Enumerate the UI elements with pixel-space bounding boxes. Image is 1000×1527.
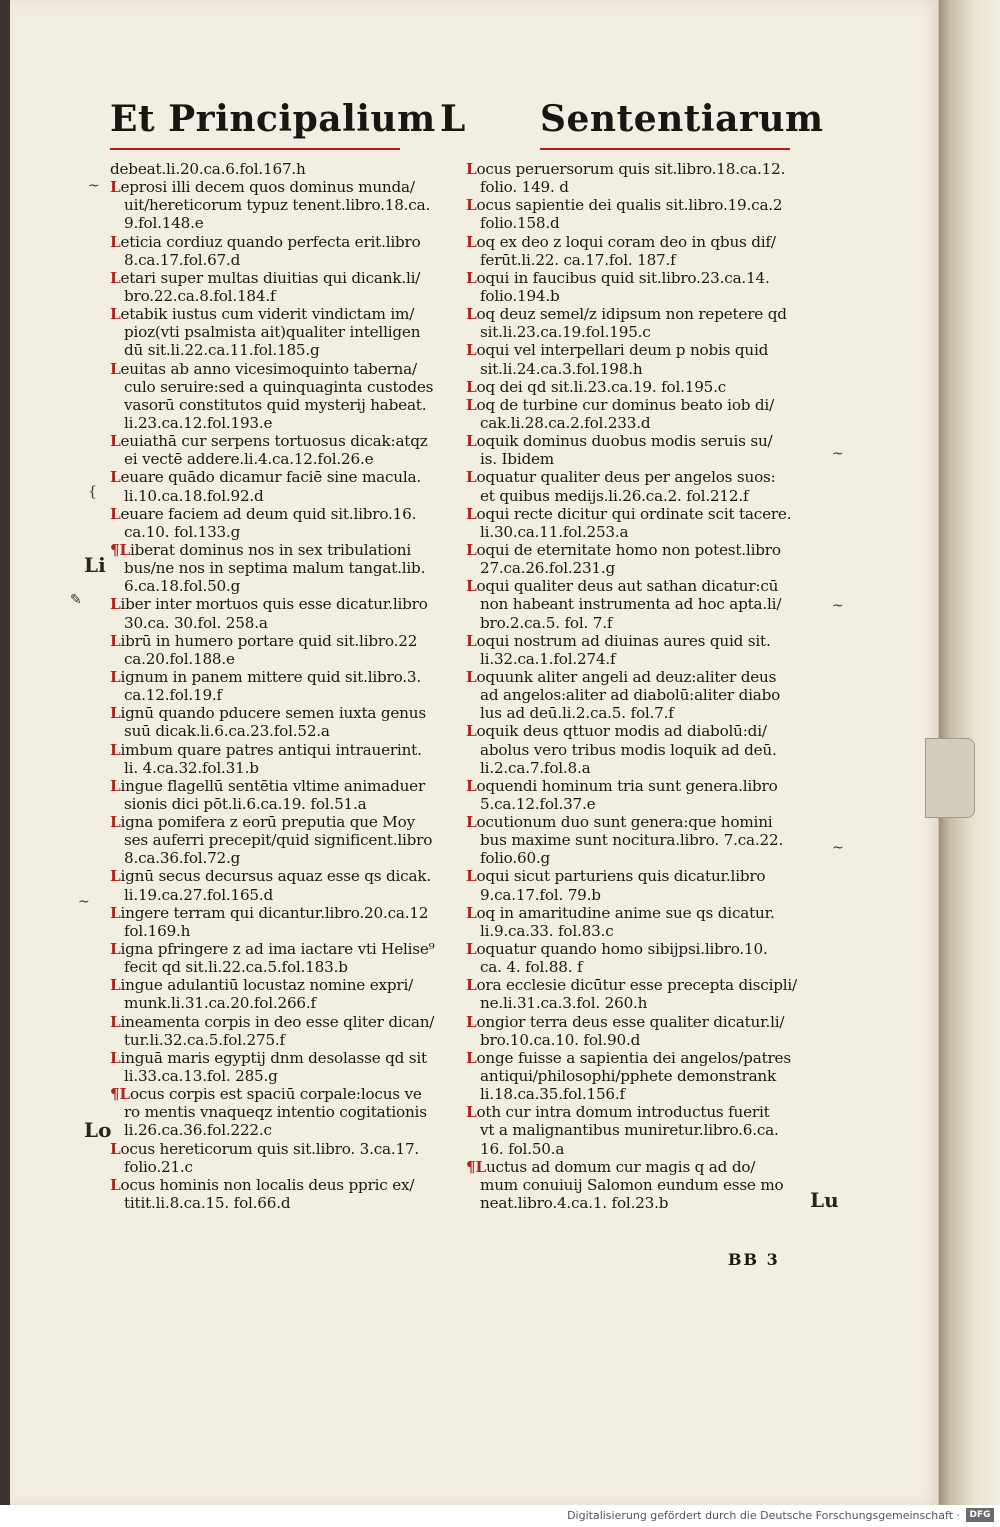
header-underline-1 xyxy=(110,148,400,150)
initial-letter: Loquatur quando homo sibijpsi.libro.10. xyxy=(466,940,768,959)
index-line xyxy=(466,759,818,777)
index-line xyxy=(466,650,818,668)
index-line xyxy=(466,1176,818,1194)
index-line xyxy=(110,1121,462,1139)
index-text: li.30.ca.11.fol.253.a xyxy=(480,522,629,541)
index-line xyxy=(466,1085,818,1103)
index-line xyxy=(110,196,462,214)
funding-notice: Digitalisierung gefördert durch die Deutsche Forschungsgemeinschaft · xyxy=(567,1509,960,1522)
initial-letter: Lignum in panem mittere quid sit.libro.3. xyxy=(110,667,422,686)
index-line xyxy=(466,994,818,1012)
index-line xyxy=(466,1031,818,1049)
signature-mark: BB 3 xyxy=(728,1250,780,1269)
header-underline-2 xyxy=(540,148,790,150)
index-line xyxy=(466,323,818,341)
index-text: li.33.ca.13.fol. 285.g xyxy=(124,1067,278,1086)
index-line xyxy=(110,1103,462,1121)
index-line xyxy=(110,305,462,323)
index-text: ca.20.fol.188.e xyxy=(124,649,235,668)
index-text: bus maxime sunt nocitura.libro. 7.ca.22. xyxy=(480,831,784,850)
index-line xyxy=(466,1067,818,1085)
book-page xyxy=(10,0,939,1505)
initial-letter: Leuare faciem ad deum quid sit.libro.16. xyxy=(110,504,417,523)
initial-letter: Leuare quādo dicamur faciē sine macula. xyxy=(110,468,422,487)
index-text: folio.158.d xyxy=(480,214,560,233)
initial-letter: Lingere terram qui dicantur.libro.20.ca.12 xyxy=(110,903,429,922)
index-line xyxy=(466,1103,818,1121)
initial-letter: Loquik deus qttuor modis ad diabolū:di/ xyxy=(466,722,767,741)
index-text: ne.li.31.ca.3.fol. 260.h xyxy=(480,994,648,1013)
index-line xyxy=(110,1176,462,1194)
index-line xyxy=(110,178,462,196)
manuscript-mark: ~ xyxy=(832,598,844,614)
index-line xyxy=(466,196,818,214)
index-text: li.10.ca.18.fol.92.d xyxy=(124,486,264,505)
index-line xyxy=(110,287,462,305)
initial-letter: ¶Luctus ad domum cur magis q ad do/ xyxy=(466,1157,756,1176)
index-line xyxy=(110,487,462,505)
index-line xyxy=(110,867,462,885)
index-text: cak.li.28.ca.2.fol.233.d xyxy=(480,413,651,432)
header-word-1: Et Principalium xyxy=(110,98,436,140)
index-line xyxy=(110,595,462,613)
index-line xyxy=(110,777,462,795)
index-line xyxy=(110,1031,462,1049)
index-line xyxy=(466,831,818,849)
initial-letter: Leuitas ab anno vicesimoquinto taberna/ xyxy=(110,359,417,378)
index-line xyxy=(466,976,818,994)
index-text: bro.22.ca.8.fol.184.f xyxy=(124,286,276,305)
index-line xyxy=(110,1049,462,1067)
index-line xyxy=(466,849,818,867)
index-line xyxy=(110,396,462,414)
index-text: fol.169.h xyxy=(124,921,191,940)
index-line xyxy=(110,741,462,759)
initial-letter: Lingue flagellū sentētia vltime animaduer xyxy=(110,776,426,795)
index-line xyxy=(110,251,462,269)
index-line xyxy=(110,831,462,849)
initial-letter: Leuiathā cur serpens tortuosus dicak:atqz xyxy=(110,432,428,451)
index-text: dū sit.li.22.ca.11.fol.185.g xyxy=(124,341,320,360)
index-line xyxy=(466,577,818,595)
index-text: 5.ca.12.fol.37.e xyxy=(480,794,596,813)
index-text: bro.10.ca.10. fol.90.d xyxy=(480,1030,641,1049)
initial-letter: Loth cur intra domum introductus fuerit xyxy=(466,1103,770,1122)
index-line xyxy=(466,305,818,323)
index-line xyxy=(466,595,818,613)
page-clip-tab xyxy=(925,738,975,818)
index-text: li.19.ca.27.fol.165.d xyxy=(124,885,274,904)
initial-letter: Locus peruersorum quis sit.libro.18.ca.12. xyxy=(466,160,786,178)
index-line xyxy=(110,976,462,994)
index-line xyxy=(466,1013,818,1031)
index-line xyxy=(110,1013,462,1031)
dfg-logo: DFG xyxy=(966,1508,994,1522)
left-column xyxy=(110,160,462,1212)
index-text: li.32.ca.1.fol.274.f xyxy=(480,649,616,668)
index-line xyxy=(466,251,818,269)
index-line xyxy=(466,1140,818,1158)
index-line xyxy=(110,523,462,541)
index-line xyxy=(466,233,818,251)
index-line xyxy=(110,722,462,740)
initial-letter: Leprosi illi decem quos dominus munda/ xyxy=(110,178,415,197)
margin-letter-lo: Lo xyxy=(84,1118,112,1142)
initial-letter: ¶Liberat dominus nos in sex tribulationi xyxy=(110,540,412,559)
index-line xyxy=(466,341,818,359)
index-line xyxy=(110,632,462,650)
index-line xyxy=(110,650,462,668)
index-line xyxy=(466,795,818,813)
index-line xyxy=(466,1049,818,1067)
index-line xyxy=(110,1194,462,1212)
index-text: 8.ca.17.fol.67.d xyxy=(124,250,241,269)
index-line xyxy=(466,396,818,414)
index-line xyxy=(110,614,462,632)
index-line xyxy=(466,867,818,885)
initial-letter: Loquunk aliter angeli ad deuz:aliter deus xyxy=(466,667,777,686)
index-line xyxy=(110,450,462,468)
initial-letter: Lora ecclesie dicūtur esse precepta discipli/ xyxy=(466,976,797,995)
index-line xyxy=(466,360,818,378)
index-line xyxy=(466,668,818,686)
index-text: suū dicak.li.6.ca.23.fol.52.a xyxy=(124,722,330,741)
index-line xyxy=(110,559,462,577)
index-text: mum conuiuij Salomon eundum esse mo xyxy=(480,1175,784,1194)
index-text: 30.ca. 30.fol. 258.a xyxy=(124,613,268,632)
initial-letter: Letari super multas diuitias qui dicank.li/ xyxy=(110,268,421,287)
index-line xyxy=(110,1085,462,1103)
initial-letter: Leticia cordiuz quando perfecta erit.libro xyxy=(110,232,421,251)
index-text: abolus vero tribus modis loquik ad deū. xyxy=(480,740,777,759)
index-line xyxy=(466,741,818,759)
index-text: bro.2.ca.5. fol. 7.f xyxy=(480,613,613,632)
index-line xyxy=(466,904,818,922)
index-text: bus/ne nos in septima malum tangat.lib. xyxy=(124,559,426,578)
index-line xyxy=(466,269,818,287)
index-text: 27.ca.26.fol.231.g xyxy=(480,559,616,578)
index-text: lus ad deū.li.2.ca.5. fol.7.f xyxy=(480,704,674,723)
initial-letter: Ligna pfringere z ad ima iactare vti Helise⁹ xyxy=(110,940,435,959)
index-text: uit/hereticorum typuz tenent.libro.18.ca. xyxy=(124,196,431,215)
index-text: 9.fol.148.e xyxy=(124,214,204,233)
index-text: antiqui/philosophi/pphete demonstrank xyxy=(480,1067,777,1086)
index-text: is. Ibidem xyxy=(480,450,554,469)
index-line xyxy=(110,795,462,813)
index-line xyxy=(110,360,462,378)
index-text: li.26.ca.36.fol.222.c xyxy=(124,1121,272,1140)
initial-letter: Loq ex deo z loqui coram deo in qbus dif/ xyxy=(466,232,776,251)
initial-letter: ¶Locus corpis est spaciū corpale:locus ve xyxy=(110,1085,422,1104)
index-line xyxy=(466,450,818,468)
index-line xyxy=(466,813,818,831)
index-text: culo seruire:sed a quinquaginta custodes xyxy=(124,377,434,396)
initial-letter: Loq de turbine cur dominus beato iob di/ xyxy=(466,395,775,414)
index-text: neat.libro.4.ca.1. fol.23.b xyxy=(480,1194,669,1213)
initial-letter: Linguā maris egyptij dnm desolasse qd sit xyxy=(110,1048,427,1067)
index-text: et quibus medijs.li.26.ca.2. fol.212.f xyxy=(480,486,749,505)
index-line xyxy=(110,904,462,922)
index-text: ad angelos:aliter ad diabolū:aliter diabo xyxy=(480,686,781,705)
initial-letter: Loq deuz semel/z idipsum non repetere qd xyxy=(466,305,787,324)
index-text: li. 4.ca.32.fol.31.b xyxy=(124,758,259,777)
index-text: titit.li.8.ca.15. fol.66.d xyxy=(124,1194,291,1213)
index-line xyxy=(466,1158,818,1176)
index-text: 9.ca.17.fol. 79.b xyxy=(480,885,601,904)
initial-letter: Letabik iustus cum viderit vindictam im/ xyxy=(110,305,415,324)
margin-letter-li: Li xyxy=(84,553,106,577)
index-line xyxy=(110,341,462,359)
index-line xyxy=(110,378,462,396)
index-text: li.2.ca.7.fol.8.a xyxy=(480,758,591,777)
index-line xyxy=(110,269,462,287)
index-line xyxy=(466,487,818,505)
initial-letter: Loquendi hominum tria sunt genera.libro xyxy=(466,776,778,795)
index-line xyxy=(466,614,818,632)
index-line xyxy=(466,378,818,396)
index-text: folio. 149. d xyxy=(480,178,569,197)
index-line xyxy=(466,541,818,559)
index-text: pioz(vti psalmista ait)qualiter intelligen xyxy=(124,323,421,342)
index-line xyxy=(466,958,818,976)
index-line xyxy=(466,1194,818,1212)
initial-letter: Liber inter mortuos quis esse dicatur.libro xyxy=(110,595,428,614)
initial-letter: Locus sapientie dei qualis sit.libro.19.ca.2 xyxy=(466,196,783,215)
index-line xyxy=(110,686,462,704)
manuscript-mark: ✎ xyxy=(70,592,82,608)
margin-letter-lu: Lu xyxy=(810,1188,839,1212)
index-line xyxy=(110,886,462,904)
initial-letter: Lingue adulantiū locustaz nomine expri/ xyxy=(110,976,414,995)
index-line xyxy=(466,632,818,650)
initial-letter: Longior terra deus esse qualiter dicatur.li/ xyxy=(466,1012,785,1031)
index-line xyxy=(466,160,818,178)
index-line xyxy=(466,468,818,486)
index-line xyxy=(110,468,462,486)
index-text: sit.li.24.ca.3.fol.198.h xyxy=(480,359,643,378)
initial-letter: Lineamenta corpis in deo esse qliter dican/ xyxy=(110,1012,435,1031)
index-line xyxy=(110,323,462,341)
index-line xyxy=(110,813,462,831)
initial-letter: Limbum quare patres antiqui intrauerint. xyxy=(110,740,422,759)
index-text: vt a malignantibus muniretur.libro.6.ca. xyxy=(480,1121,779,1140)
index-line xyxy=(466,414,818,432)
header-word-3: Sententiarum xyxy=(540,98,824,140)
index-line xyxy=(110,432,462,450)
index-text: ca.10. fol.133.g xyxy=(124,522,241,541)
index-line xyxy=(110,214,462,232)
book-spine-left xyxy=(0,0,10,1527)
index-line xyxy=(466,505,818,523)
index-text: ses auferri precepit/quid significent.libro xyxy=(124,831,433,850)
index-line xyxy=(466,886,818,904)
index-line xyxy=(110,505,462,523)
index-text: munk.li.31.ca.20.fol.266.f xyxy=(124,994,316,1013)
header-word-2: L xyxy=(440,98,466,140)
initial-letter: Longe fuisse a sapientia dei angelos/patres xyxy=(466,1048,791,1067)
index-line xyxy=(110,233,462,251)
index-line xyxy=(466,1121,818,1139)
initial-letter: Loquik dominus duobus modis seruis su/ xyxy=(466,432,773,451)
initial-letter: Lignū quando pducere semen iuxta genus xyxy=(110,704,426,723)
index-line xyxy=(466,178,818,196)
manuscript-mark: ~ xyxy=(88,178,100,194)
manuscript-mark: ~ xyxy=(832,840,844,856)
index-text: 6.ca.18.fol.50.g xyxy=(124,577,241,596)
initial-letter: Ligna pomifera z eorū preputia que Moy xyxy=(110,813,415,832)
index-line xyxy=(466,777,818,795)
index-text: ca.12.fol.19.f xyxy=(124,686,222,705)
initial-letter: Librū in humero portare quid sit.libro.22 xyxy=(110,631,418,650)
index-text: li.23.ca.12.fol.193.e xyxy=(124,413,273,432)
initial-letter: Lignū secus decursus aquaz esse qs dicak. xyxy=(110,867,431,886)
initial-letter: Loqui in faucibus quid sit.libro.23.ca.14. xyxy=(466,268,770,287)
manuscript-mark: ~ xyxy=(78,894,90,910)
index-text: li.9.ca.33. fol.83.c xyxy=(480,921,614,940)
index-line xyxy=(466,922,818,940)
initial-letter: Locus hereticorum quis sit.libro. 3.ca.17. xyxy=(110,1139,420,1158)
index-text: debeat.li.20.ca.6.fol.167.h xyxy=(110,160,306,178)
footer-bar xyxy=(0,1505,1000,1527)
index-text: sit.li.23.ca.19.fol.195.c xyxy=(480,323,651,342)
initial-letter: Loquatur qualiter deus per angelos suos: xyxy=(466,468,776,487)
index-text: li.18.ca.35.fol.156.f xyxy=(480,1085,625,1104)
initial-letter: Loqui recte dicitur qui ordinate scit tacere. xyxy=(466,504,792,523)
index-line xyxy=(110,704,462,722)
index-line xyxy=(110,922,462,940)
index-line xyxy=(110,1067,462,1085)
index-line xyxy=(466,432,818,450)
index-line xyxy=(466,704,818,722)
initial-letter: Loqui nostrum ad diuinas aures quid sit. xyxy=(466,631,771,650)
index-line xyxy=(110,414,462,432)
index-line xyxy=(110,1158,462,1176)
initial-letter: Loq dei qd sit.li.23.ca.19. fol.195.c xyxy=(466,377,727,396)
index-line xyxy=(466,214,818,232)
index-line xyxy=(466,722,818,740)
right-column xyxy=(466,160,818,1212)
index-text: ca. 4. fol.88. f xyxy=(480,958,583,977)
index-text: ro mentis vnaqueqz intentio cogitationis xyxy=(124,1103,427,1122)
initial-letter: Loqui vel interpellari deum p nobis quid xyxy=(466,341,769,360)
index-line xyxy=(110,940,462,958)
manuscript-mark: { xyxy=(88,484,97,500)
index-text: 16. fol.50.a xyxy=(480,1139,565,1158)
index-line xyxy=(110,541,462,559)
index-text: folio.194.b xyxy=(480,286,560,305)
index-text: ferūt.li.22. ca.17.fol. 187.f xyxy=(480,250,676,269)
index-line xyxy=(110,994,462,1012)
index-line xyxy=(110,759,462,777)
index-text: sionis dici pōt.li.6.ca.19. fol.51.a xyxy=(124,794,367,813)
initial-letter: Loq in amaritudine anime sue qs dicatur. xyxy=(466,903,775,922)
initial-letter: Loqui sicut parturiens quis dicatur.libro xyxy=(466,867,766,886)
initial-letter: Loqui de eternitate homo non potest.libro xyxy=(466,540,781,559)
index-text: non habeant instrumenta ad hoc apta.li/ xyxy=(480,595,782,614)
index-line xyxy=(466,559,818,577)
index-text: 8.ca.36.fol.72.g xyxy=(124,849,241,868)
index-line xyxy=(466,940,818,958)
initial-letter: Locutionum duo sunt genera:que homini xyxy=(466,813,773,832)
index-text: ei vectē addere.li.4.ca.12.fol.26.e xyxy=(124,450,374,469)
initial-letter: Locus hominis non localis deus ppric ex/ xyxy=(110,1175,415,1194)
initial-letter: Loqui qualiter deus aut sathan dicatur:cū xyxy=(466,577,779,596)
index-line xyxy=(466,686,818,704)
index-line xyxy=(110,958,462,976)
manuscript-mark: ~ xyxy=(832,446,844,462)
index-text: vasorū constitutos quid mysterij habeat. xyxy=(124,395,427,414)
index-line xyxy=(110,160,462,178)
index-line xyxy=(110,668,462,686)
index-line xyxy=(110,849,462,867)
index-text: fecit qd sit.li.22.ca.5.fol.183.b xyxy=(124,958,348,977)
index-line xyxy=(466,287,818,305)
index-line xyxy=(466,523,818,541)
index-text: folio.60.g xyxy=(480,849,551,868)
index-line xyxy=(110,1140,462,1158)
index-text: folio.21.c xyxy=(124,1157,193,1176)
index-text: tur.li.32.ca.5.fol.275.f xyxy=(124,1030,285,1049)
index-line xyxy=(110,577,462,595)
